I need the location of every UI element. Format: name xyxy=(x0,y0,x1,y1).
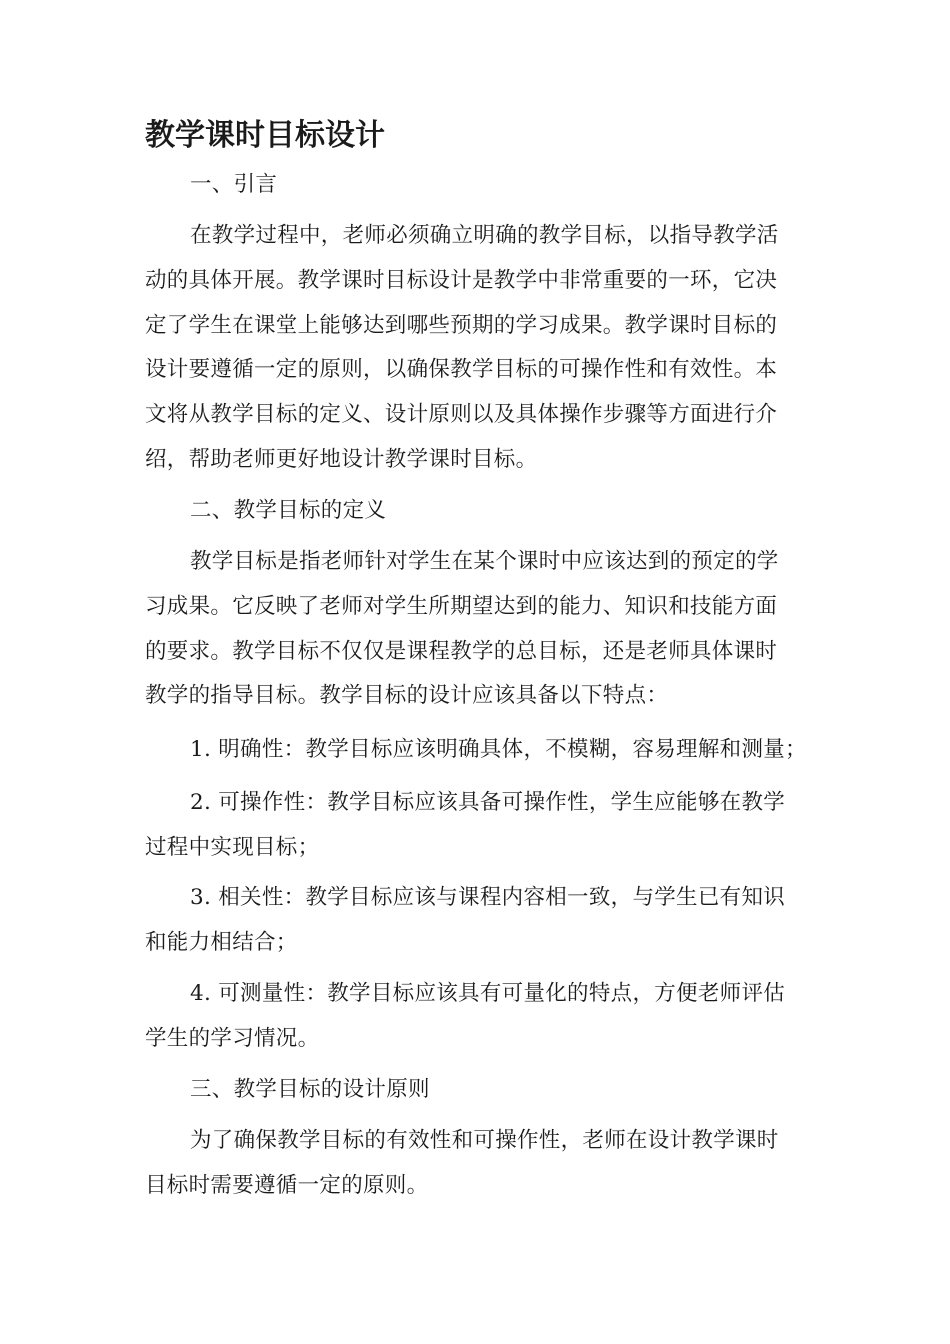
paragraph-line: 教学目标是指老师针对学生在某个课时中应该达到的预定的学 xyxy=(190,549,779,574)
section-heading-definition: 二、教学目标的定义 xyxy=(190,498,387,523)
paragraph-line: 文将从教学目标的定义、设计原则以及具体操作步骤等方面进行介 xyxy=(145,402,778,427)
section-heading-principles: 三、教学目标的设计原则 xyxy=(190,1077,430,1102)
paragraph-line: 习成果。它反映了老师对学生所期望达到的能力、知识和技能方面 xyxy=(145,594,778,619)
paragraph-line: 动的具体开展。教学课时目标设计是教学中非常重要的一环，它决 xyxy=(145,268,778,293)
list-item-3: 3. 相关性：教学目标应该与课程内容相一致，与学生已有知识 xyxy=(190,885,786,910)
paragraph-line: 为了确保教学目标的有效性和可操作性，老师在设计教学课时 xyxy=(190,1128,779,1153)
list-item-3-continuation: 和能力相结合； xyxy=(145,930,298,955)
list-item-4-continuation: 学生的学习情况。 xyxy=(145,1026,320,1051)
document-title: 教学课时目标设计 xyxy=(145,118,385,153)
paragraph-line: 定了学生在课堂上能够达到哪些预期的学习成果。教学课时目标的 xyxy=(145,313,778,338)
list-item-2-continuation: 过程中实现目标； xyxy=(145,835,320,860)
list-item-1: 1. 明确性：教学目标应该明确具体，不模糊，容易理解和测量； xyxy=(190,737,807,762)
paragraph-line: 教学的指导目标。教学目标的设计应该具备以下特点： xyxy=(145,683,669,708)
list-item-4: 4. 可测量性：教学目标应该具有可量化的特点，方便老师评估 xyxy=(190,981,786,1006)
paragraph-line: 绍，帮助老师更好地设计教学课时目标。 xyxy=(145,447,538,472)
section-heading-introduction: 一、引言 xyxy=(190,172,278,197)
paragraph-line: 目标时需要遵循一定的原则。 xyxy=(145,1173,429,1198)
paragraph-line: 设计要遵循一定的原则，以确保教学目标的可操作性和有效性。本 xyxy=(145,357,778,382)
paragraph-line: 在教学过程中，老师必须确立明确的教学目标，以指导教学活 xyxy=(190,223,779,248)
list-item-2: 2. 可操作性：教学目标应该具备可操作性，学生应能够在教学 xyxy=(190,790,786,815)
paragraph-line: 的要求。教学目标不仅仅是课程教学的总目标，还是老师具体课时 xyxy=(145,639,778,664)
